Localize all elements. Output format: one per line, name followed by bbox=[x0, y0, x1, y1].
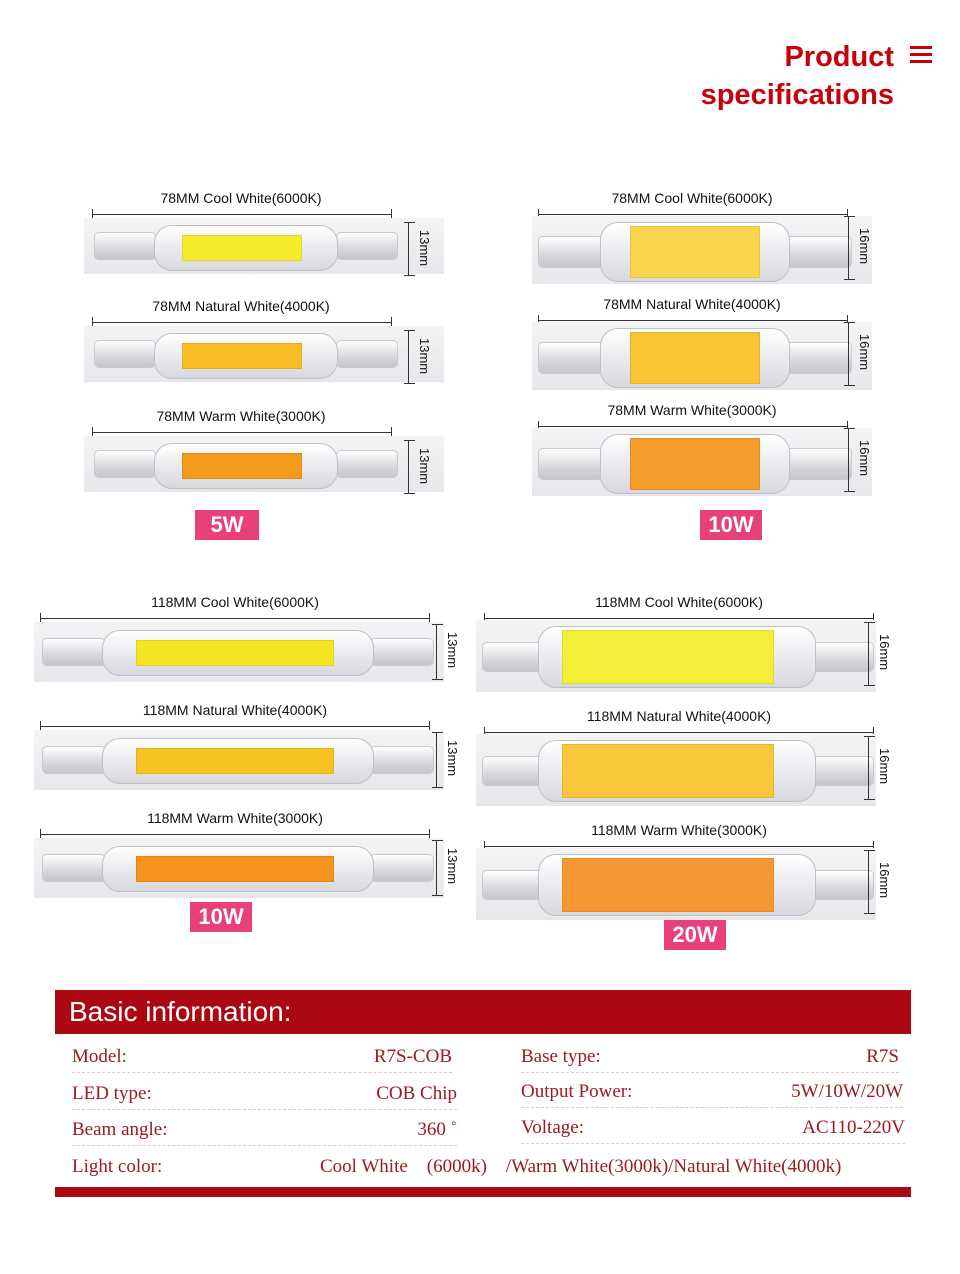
height-label: 13mm bbox=[417, 338, 432, 375]
lamp-row bbox=[36, 408, 440, 508]
info-key: Base type: bbox=[521, 1046, 601, 1067]
basic-info-title: Basic information: bbox=[69, 996, 292, 1027]
lamp-cap-right bbox=[812, 756, 874, 786]
info-value: AC110-220V bbox=[802, 1117, 905, 1138]
lamp-cap-left bbox=[538, 342, 604, 374]
info-value: R7S bbox=[866, 1046, 899, 1067]
height-dimension-bracket bbox=[848, 428, 857, 492]
lamp-cap-left bbox=[482, 642, 544, 672]
lamp-cap-left bbox=[94, 450, 156, 478]
basic-info-table bbox=[55, 1034, 911, 1186]
lamp-cap-right bbox=[786, 342, 852, 374]
lamp-cob-chip bbox=[182, 235, 302, 261]
info-key: Beam angle: bbox=[72, 1119, 168, 1140]
lamp-cap-right bbox=[336, 232, 398, 260]
wattage-badge: 5W bbox=[195, 510, 259, 540]
lamp-label: 118MM Warm White(3000K) bbox=[147, 810, 323, 826]
length-dimension-line bbox=[538, 214, 848, 215]
height-dimension-bracket bbox=[868, 850, 877, 914]
height-label: 16mm bbox=[877, 634, 892, 671]
length-dimension-line bbox=[92, 214, 392, 215]
lamp-cap-right bbox=[370, 746, 434, 774]
lamp-label: 118MM Natural White(4000K) bbox=[142, 702, 328, 718]
length-dimension-line bbox=[538, 426, 848, 427]
lamp-cap-left bbox=[538, 236, 604, 268]
lamp-row bbox=[36, 298, 440, 398]
lamp-row bbox=[36, 190, 440, 290]
height-label: 16mm bbox=[857, 440, 872, 477]
info-row-base-type bbox=[521, 1042, 899, 1073]
page-title-line1: Product bbox=[784, 41, 894, 73]
info-row-voltage bbox=[521, 1113, 905, 1144]
lamp-cap-right bbox=[336, 450, 398, 478]
length-dimension-line bbox=[40, 834, 430, 835]
length-dimension-line bbox=[484, 732, 874, 733]
lamp-cob-chip bbox=[136, 748, 334, 774]
lamp-label: 78MM Cool White(6000K) bbox=[160, 190, 322, 206]
product-group-10w-118mm bbox=[34, 584, 460, 934]
length-dimension-line bbox=[484, 846, 874, 847]
info-row-beam-angle bbox=[72, 1115, 457, 1146]
lamp-row bbox=[34, 702, 460, 802]
height-dimension-bracket bbox=[868, 622, 877, 686]
height-dimension-bracket bbox=[868, 736, 877, 800]
info-key: Model: bbox=[72, 1046, 127, 1067]
wattage-badge: 10W bbox=[190, 902, 252, 932]
product-group-5w-78mm bbox=[36, 178, 440, 543]
length-dimension-line bbox=[92, 322, 392, 323]
wattage-badge: 20W bbox=[664, 920, 726, 950]
height-label: 13mm bbox=[417, 448, 432, 485]
height-label: 16mm bbox=[877, 748, 892, 785]
lamp-cob-chip bbox=[630, 438, 760, 490]
height-dimension-bracket bbox=[408, 440, 417, 494]
height-dimension-bracket bbox=[848, 216, 857, 280]
lamp-label: 118MM Cool White(6000K) bbox=[595, 594, 763, 610]
info-value: 5W/10W/20W bbox=[791, 1081, 903, 1102]
lamp-cob-chip bbox=[136, 640, 334, 666]
info-value: R7S-COB bbox=[373, 1046, 452, 1067]
page-title-line2: specifications bbox=[700, 79, 894, 111]
height-dimension-bracket bbox=[436, 732, 445, 788]
lamp-label: 118MM Warm White(3000K) bbox=[591, 822, 767, 838]
lamp-cap-right bbox=[786, 236, 852, 268]
lamp-cap-left bbox=[42, 854, 106, 882]
height-dimension-bracket bbox=[436, 840, 445, 896]
height-dimension-bracket bbox=[848, 322, 857, 386]
lamp-cap-right bbox=[370, 854, 434, 882]
info-row-light-color bbox=[72, 1152, 914, 1182]
lamp-cap-left bbox=[94, 340, 156, 368]
height-dimension-bracket bbox=[408, 222, 417, 276]
lamp-label: 118MM Natural White(4000K) bbox=[586, 708, 772, 724]
lamp-cob-chip bbox=[562, 630, 774, 684]
lamp-cap-right bbox=[370, 638, 434, 666]
info-row-led-type bbox=[72, 1079, 457, 1110]
lamp-cap-left bbox=[538, 448, 604, 480]
length-dimension-line bbox=[92, 432, 392, 433]
length-dimension-line bbox=[484, 618, 874, 619]
lamp-row bbox=[482, 296, 902, 396]
info-value: Cool White (6000k) /Warm White(3000k)/Natural White(4000k) bbox=[320, 1156, 842, 1177]
info-key: Voltage: bbox=[521, 1117, 584, 1138]
height-label: 13mm bbox=[445, 632, 460, 669]
lamp-label: 78MM Cool White(6000K) bbox=[611, 190, 773, 206]
height-label: 13mm bbox=[445, 740, 460, 777]
info-value: COB Chip bbox=[376, 1083, 457, 1104]
info-key: Output Power: bbox=[521, 1081, 633, 1102]
lamp-cob-chip bbox=[562, 858, 774, 912]
height-dimension-bracket bbox=[436, 624, 445, 680]
height-label: 13mm bbox=[445, 848, 460, 885]
lamp-label: 78MM Warm White(3000K) bbox=[607, 402, 777, 418]
lamp-cob-chip bbox=[182, 343, 302, 369]
lamp-label: 78MM Warm White(3000K) bbox=[156, 408, 326, 424]
height-dimension-bracket bbox=[408, 330, 417, 384]
height-label: 16mm bbox=[877, 862, 892, 899]
lamp-cap-right bbox=[336, 340, 398, 368]
product-group-10w-78mm bbox=[482, 178, 902, 543]
lamp-cap-right bbox=[812, 642, 874, 672]
length-dimension-line bbox=[40, 618, 430, 619]
page-title bbox=[634, 38, 894, 114]
lamp-cob-chip bbox=[182, 453, 302, 479]
lamp-cap-left bbox=[482, 870, 544, 900]
info-value: 360 ˚ bbox=[417, 1119, 457, 1140]
lamp-label: 118MM Cool White(6000K) bbox=[151, 594, 319, 610]
lamp-row bbox=[476, 708, 916, 818]
lamp-cob-chip bbox=[562, 744, 774, 798]
lamp-row bbox=[34, 810, 460, 910]
lamp-row bbox=[482, 402, 902, 502]
wattage-badge: 10W bbox=[700, 510, 762, 540]
lamp-row bbox=[482, 190, 902, 290]
info-row-model bbox=[72, 1042, 452, 1073]
info-key: Light color: bbox=[72, 1156, 163, 1177]
lamp-cob-chip bbox=[630, 332, 760, 384]
lamp-row bbox=[476, 594, 916, 704]
lamp-cap-right bbox=[786, 448, 852, 480]
product-group-20w-118mm bbox=[476, 584, 916, 954]
height-label: 16mm bbox=[857, 334, 872, 371]
height-label: 13mm bbox=[417, 230, 432, 267]
basic-info-title-bar bbox=[55, 990, 911, 1034]
lamp-row bbox=[476, 822, 916, 932]
height-label: 16mm bbox=[857, 228, 872, 265]
lamp-cob-chip bbox=[630, 226, 760, 278]
lamp-label: 78MM Natural White(4000K) bbox=[152, 298, 330, 314]
lamp-cap-left bbox=[42, 746, 106, 774]
length-dimension-line bbox=[40, 726, 430, 727]
info-key: LED type: bbox=[72, 1083, 152, 1104]
info-row-output-power bbox=[521, 1077, 903, 1108]
menu-icon[interactable] bbox=[910, 46, 932, 64]
lamp-cob-chip bbox=[136, 856, 334, 882]
basic-info-bottom-bar bbox=[55, 1187, 911, 1197]
lamp-label: 78MM Natural White(4000K) bbox=[603, 296, 781, 312]
lamp-cap-left bbox=[94, 232, 156, 260]
length-dimension-line bbox=[538, 320, 848, 321]
lamp-cap-left bbox=[482, 756, 544, 786]
lamp-cap-left bbox=[42, 638, 106, 666]
lamp-cap-right bbox=[812, 870, 874, 900]
lamp-row bbox=[34, 594, 460, 694]
